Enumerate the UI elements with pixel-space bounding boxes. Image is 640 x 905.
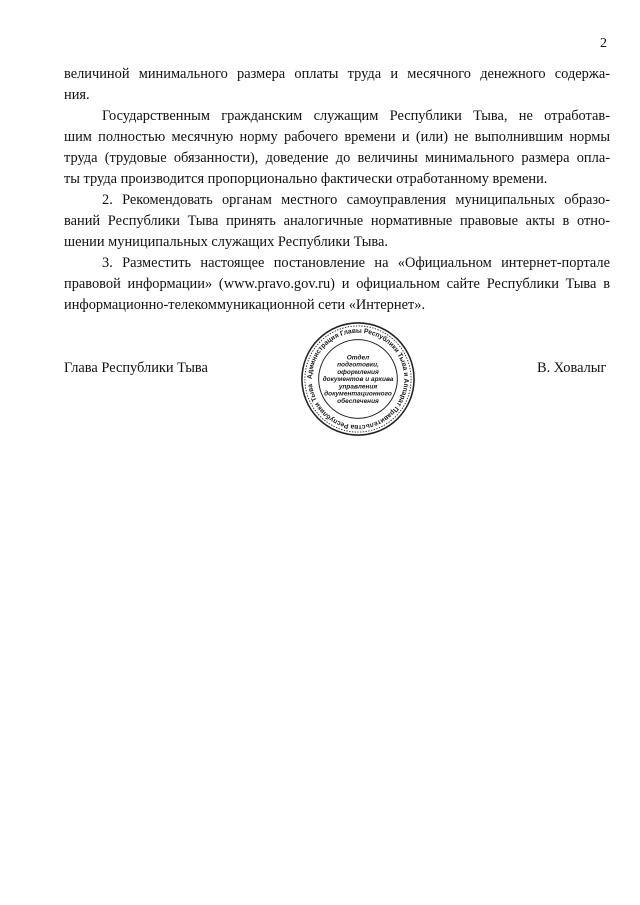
text-line: ты труда производится пропорционально фактически отработанному времени. <box>64 171 548 187</box>
seal-center-line: документов и архива <box>322 376 394 384</box>
seal-center-line: обеспечения <box>337 397 379 405</box>
seal-center-line: оформления <box>337 368 379 376</box>
text-line: ваний Республики Тыва принять аналогичные нормативные правовые акты в отно- <box>64 213 610 229</box>
paragraph-3 <box>64 190 610 253</box>
paragraph-2 <box>64 106 610 190</box>
seal-center-line: Отдел <box>346 354 370 362</box>
text-line: 2. Рекомендовать органам местного самоуправления муниципальных образо- <box>102 192 610 208</box>
text-line: шении муниципальных служащих Республики Тыва. <box>64 234 388 250</box>
text-line: правовой информации» (www.pravo.gov.ru) и официальном сайте Республики Тыва в <box>64 276 610 292</box>
text-line: информационно-телекоммуникационной сети «Интернет». <box>64 297 426 313</box>
seal-center-line: управления <box>338 383 378 391</box>
text-line: труда (трудовые обязанности), доведение до величины минимального размера опла- <box>64 150 610 166</box>
document-body <box>64 64 610 316</box>
paragraph-1 <box>64 64 610 106</box>
text-line: величиной минимального размера оплаты труда и месячного денежного содержа- <box>64 66 610 82</box>
signatory-name: В. Ховалыг <box>537 360 607 376</box>
text-line: Государственным гражданским служащим Республики Тыва, не отработав- <box>102 108 610 124</box>
paragraph-4 <box>64 253 610 316</box>
signatory-position: Глава Республики Тыва <box>64 360 208 376</box>
seal-center-line: документационного <box>324 390 392 398</box>
text-line: шим полностью месячную норму рабочего времени и (или) не выполнившим нормы <box>64 129 610 145</box>
official-seal-stamp <box>299 320 417 438</box>
page-number: 2 <box>600 36 607 51</box>
seal-center-line: подготовки, <box>337 361 379 369</box>
seal-ring-text: Администрация Главы Республики Тыва и Аппарат Правительства Республики Тыва <box>306 327 410 431</box>
text-line: 3. Разместить настоящее постановление на «Официальном интернет-портале <box>102 255 610 271</box>
text-line: ния. <box>64 87 90 103</box>
